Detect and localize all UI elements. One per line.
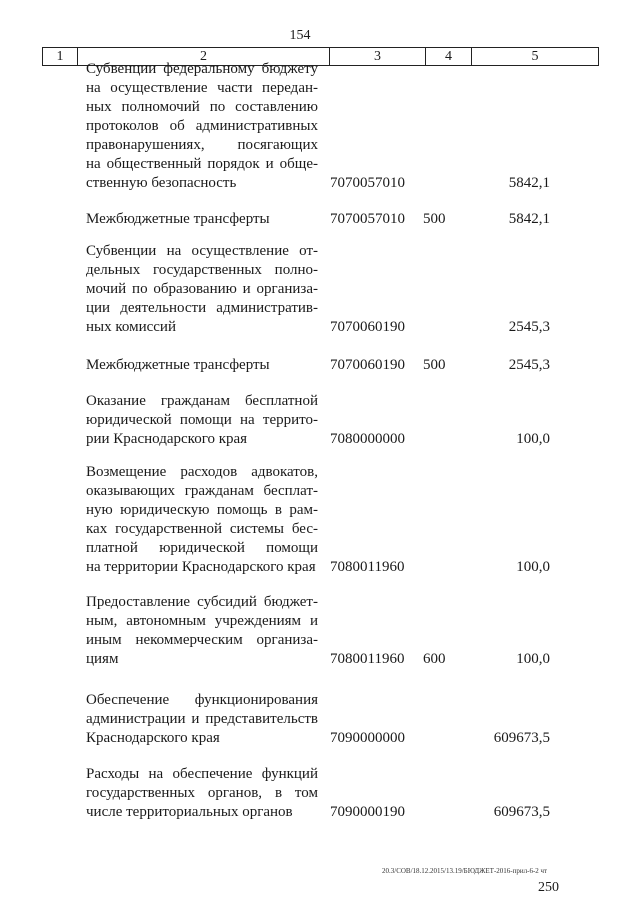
row-description-line: на общественный порядок и обще- (86, 156, 318, 172)
column-header-5: 5 (472, 48, 599, 66)
row-code: 7080000000 (330, 431, 405, 447)
row-description-line: юридической помощи на террито- (86, 412, 318, 428)
budget-row (86, 392, 556, 449)
row-description-line: иным некоммерческим организа- (86, 632, 318, 648)
budget-row (86, 356, 556, 375)
row-description-line: Субвенции на осуществление от- (86, 243, 318, 259)
column-header-1: 1 (43, 48, 78, 66)
row-amount: 5842,1 (508, 175, 550, 191)
row-description (86, 691, 318, 748)
row-description-line: Краснодарского края (86, 730, 220, 746)
row-description-line: дельных государственных полно- (86, 262, 318, 278)
row-description-line: Предоставление субсидий бюджет- (86, 594, 318, 610)
row-description-line: Межбюджетные трансферты (86, 211, 270, 227)
row-description-line: ках государственной системы бес- (86, 521, 318, 537)
row-code: 7070057010 (330, 175, 405, 191)
row-code: 7080011960 (330, 651, 405, 667)
row-description-line: Обеспечение функционирования (86, 692, 318, 708)
page-number-bottom: 250 (538, 880, 559, 895)
footer-document-code: 20.3/СОВ/18.12.2015/13.19/БЮДЖЕТ-2016-прил-6-2 чт (382, 867, 548, 875)
row-description-line: ных комиссий (86, 319, 176, 335)
row-description (86, 593, 318, 669)
row-description-line: на территории Краснодарского края (86, 559, 316, 575)
column-header-4: 4 (426, 48, 472, 66)
row-description-line: протоколов об административных (86, 118, 318, 134)
row-description (86, 210, 318, 229)
row-amount: 5842,1 (508, 211, 550, 227)
row-description-line: мочий по образованию и организа- (86, 281, 318, 297)
row-description (86, 765, 318, 822)
row-amount: 100,0 (516, 431, 550, 447)
row-description-line: Расходы на обеспечение функций (86, 766, 318, 782)
row-code: 7080011960 (330, 559, 405, 575)
row-description-line: ным, автономным учреждениям и (86, 613, 318, 629)
row-expense-type: 500 (423, 211, 446, 227)
row-code: 7070060190 (330, 357, 405, 373)
budget-row (86, 242, 556, 337)
row-description-line: ственную безопасность (86, 175, 237, 191)
row-description-line: ную юридическую помощь в рам- (86, 502, 318, 518)
row-code: 7090000190 (330, 804, 405, 820)
row-description-line: ции деятельности административ- (86, 300, 318, 316)
budget-row (86, 593, 556, 669)
row-expense-type: 500 (423, 357, 446, 373)
row-expense-type: 600 (423, 651, 446, 667)
budget-row (86, 765, 556, 822)
row-description-line: ных полномочий по составлению (86, 99, 318, 115)
row-description-line: Межбюджетные трансферты (86, 357, 270, 373)
page-number-top: 154 (289, 28, 311, 43)
row-description-line: оказывающих гражданам бесплат- (86, 483, 318, 499)
budget-row (86, 60, 556, 193)
row-description (86, 242, 318, 337)
budget-row (86, 691, 556, 748)
row-description (86, 60, 318, 193)
row-description-line: Возмещение расходов адвокатов, (86, 464, 318, 480)
row-amount: 100,0 (516, 559, 550, 575)
row-amount: 100,0 (516, 651, 550, 667)
row-amount: 609673,5 (493, 804, 550, 820)
row-description-line: на осуществление части передан- (86, 80, 318, 96)
column-header-3: 3 (330, 48, 426, 66)
row-description-line: государственных органов, в том (86, 785, 318, 801)
row-amount: 2545,3 (508, 319, 550, 335)
row-code: 7070057010 (330, 211, 405, 227)
budget-row (86, 210, 556, 229)
column-header-2: 2 (78, 48, 330, 66)
row-description-line: Субвенции федеральному бюджету (86, 61, 318, 77)
row-description-line: Оказание гражданам бесплатной (86, 393, 318, 409)
row-description-line: рии Краснодарского края (86, 431, 248, 447)
row-amount: 2545,3 (508, 357, 550, 373)
row-description (86, 463, 318, 577)
row-description-line: администрации и представительств (86, 711, 318, 727)
row-description (86, 392, 318, 449)
row-code: 7070060190 (330, 319, 405, 335)
row-code: 7090000000 (330, 730, 405, 746)
row-description-line: циям (86, 651, 119, 667)
row-description-line: числе территориальных органов (86, 804, 293, 820)
row-description-line: правонарушениях, посягающих (86, 137, 318, 153)
row-description-line: платной юридической помощи (86, 540, 318, 556)
row-amount: 609673,5 (493, 730, 550, 746)
row-description (86, 356, 318, 375)
budget-row (86, 463, 556, 577)
